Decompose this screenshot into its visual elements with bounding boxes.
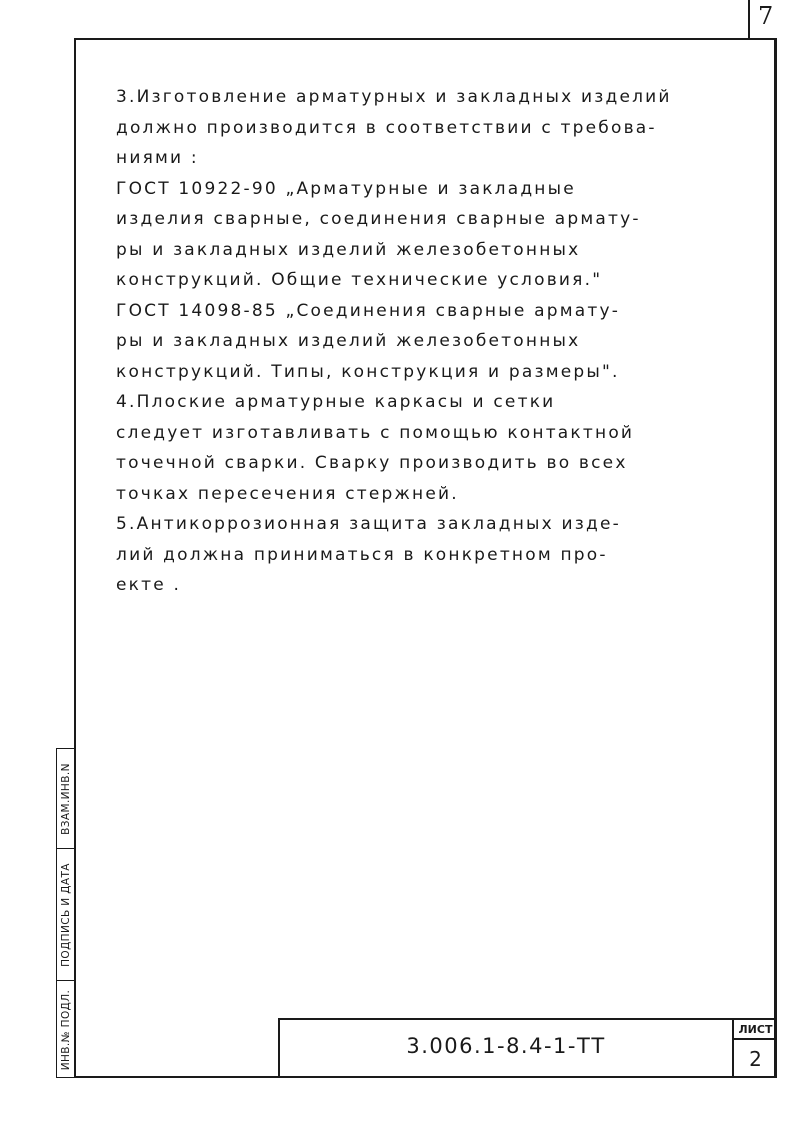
body-line: конструкций. Типы, конструкция и размеры".	[116, 361, 620, 382]
side-label-podpis-data: ПОДПИСЬ И ДАТА	[60, 862, 72, 967]
side-stamp	[56, 748, 74, 1078]
body-line: точках пересечения стержней.	[116, 483, 459, 504]
body-line: ниями :	[116, 148, 199, 168]
side-label-inv-podl: ИНВ.№ ПОДЛ.	[60, 989, 72, 1071]
sheet-number: 2	[749, 1047, 762, 1071]
body-line: 5.Антикоррозионная защита закладных изде-	[116, 514, 621, 534]
body-line: ры и закладных изделий железобетонных	[116, 331, 581, 351]
body-line: ры и закладных изделий железобетонных	[116, 239, 581, 260]
document-body	[116, 82, 736, 601]
sheet-box	[732, 1020, 777, 1078]
side-cell-vzam-inv	[57, 749, 75, 849]
side-label-vzam-inv: ВЗАМ.ИНВ.N	[60, 762, 72, 835]
body-line: 4.Плоские арматурные каркасы и сетки	[116, 392, 556, 412]
body-line: изделия сварные, соединения сварные армату-	[116, 209, 641, 229]
body-line: точечной сварки. Сварку производить во всех	[116, 453, 628, 473]
title-block	[278, 1018, 777, 1078]
side-cell-podpis-data	[57, 849, 75, 981]
body-line: 3.Изготовление арматурных и закладных изделий	[116, 87, 672, 107]
body-line: конструкций. Общие технические условия."	[116, 270, 603, 290]
document-code: 3.006.1-8.4-1-ТТ	[406, 1034, 606, 1058]
side-cell-inv-podl	[57, 981, 75, 1079]
body-line: должно производится в соответствии с требова-	[116, 117, 657, 138]
sheet-label: ЛИСТ	[734, 1020, 777, 1040]
body-line: ГОСТ 10922-90 „Арматурные и закладные	[116, 178, 576, 199]
body-line: ГОСТ 14098-85 „Соединения сварные армату-	[116, 300, 621, 321]
body-line: следует изготавливать с помощью контактной	[116, 422, 635, 443]
page-number: 7	[758, 2, 774, 30]
body-line: лий должна приниматься в конкретном про-	[116, 544, 608, 565]
page-number-rule	[748, 0, 750, 38]
body-line: екте .	[116, 575, 182, 595]
